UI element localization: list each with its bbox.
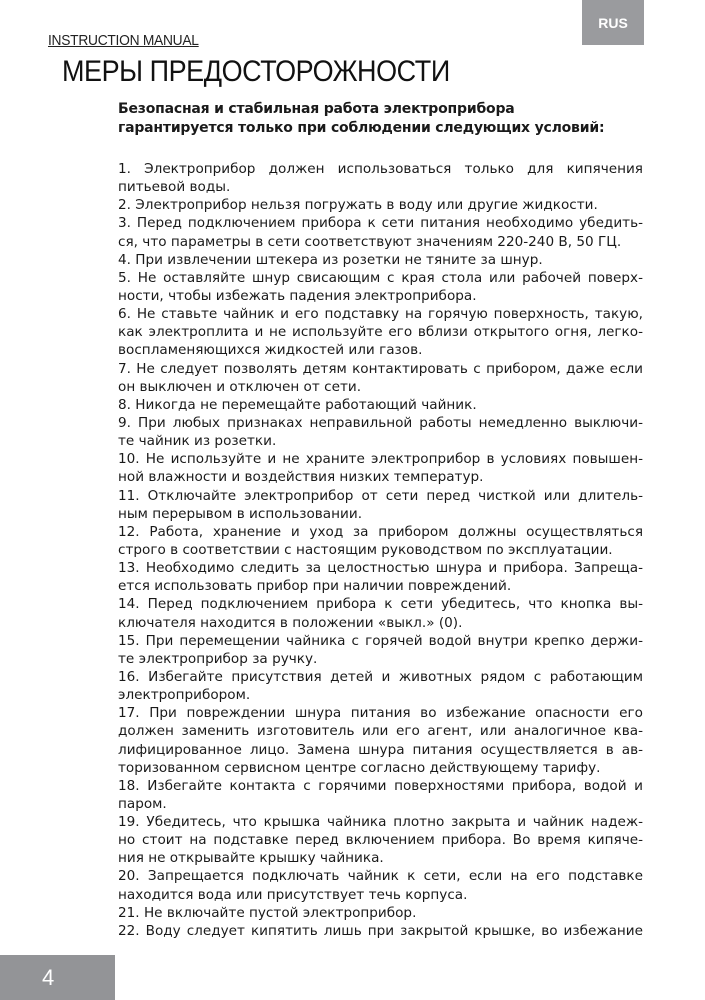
list-line: 2. Электроприбор нельзя погружать в воду или другие жидкости. <box>118 197 598 214</box>
page-title: МЕРЫ ПРЕДОСТОРОЖНОСТИ <box>62 55 450 88</box>
list-line: 3. Перед подключением прибора к сети питания необходимо убедить- <box>118 215 643 232</box>
list-line: 1. Электроприбор должен использоваться только для кипячения <box>118 161 643 177</box>
intro-text <box>118 100 604 138</box>
list-line: воспламеняющихся жидкостей или газов. <box>118 342 423 359</box>
list-line: те чайник из розетки. <box>118 433 277 450</box>
list-line: строго в соответствии с настоящим руководством по эксплуатации. <box>118 541 613 558</box>
list-line: ключателя находится в положении «выкл.» (0). <box>118 614 463 631</box>
list-line: 22. Воду следует кипятить лишь при закрытой крышке, во избежание <box>118 922 643 939</box>
list-line: 17. При повреждении шнура питания во избежание опасности его <box>118 705 643 722</box>
list-line: электроприбором. <box>118 687 251 704</box>
list-line: 10. Не используйте и не храните электроприбор в условиях повышен- <box>118 451 643 468</box>
list-line: 14. Перед подключением прибора к сети убедитесь, что кнопка вы- <box>118 596 643 613</box>
list-line: питьевой воды. <box>118 179 231 196</box>
list-line: ния не открывайте крышку чайника. <box>118 850 384 867</box>
intro-line: гарантируется только при соблюдении следующих условий: <box>118 120 605 136</box>
list-line: 19. Убедитесь, что крышка чайника плотно закрыта и чайник надеж- <box>118 814 643 831</box>
list-line: 16. Избегайте присутствия детей и животных рядом с работающим <box>118 668 643 685</box>
list-line: ся, что параметры в сети соответствуют значениям 220-240 В, 50 ГЦ. <box>118 233 622 250</box>
list-line: 6. Не ставьте чайник и его подставку на горячую поверхность, такую, <box>118 306 643 323</box>
list-line: лифицированное лицо. Замена шнура питания осуществляется в ав- <box>118 741 643 758</box>
list-line: ной влажности и воздействия низких температур. <box>118 469 484 486</box>
list-line: как электроплита и не используйте его вблизи открытого огня, легко- <box>118 324 643 341</box>
list-line: ности, чтобы избежать падения электроприбора. <box>118 287 477 304</box>
list-line: ным перерывом в использовании. <box>118 505 363 522</box>
list-line: он выключен и отключен от сети. <box>118 378 362 395</box>
list-line: торизованном сервисном центре согласно действующему тарифу. <box>118 759 601 776</box>
list-line: паром. <box>118 795 167 812</box>
language-tab: RUS <box>582 0 644 45</box>
intro-line: Безопасная и стабильная работа электроприбора <box>118 101 515 117</box>
list-line: 5. Не оставляйте шнур свисающим с края стола или рабочей поверх- <box>118 269 643 286</box>
list-line: 9. При любых признаках неправильной работы немедленно выключи- <box>118 414 643 431</box>
list-line: 20. Запрещается подключать чайник к сети, если на его подставке <box>118 868 643 885</box>
list-line: 21. Не включайте пустой электроприбор. <box>118 904 417 921</box>
list-line: 12. Работа, хранение и уход за прибором должны осуществляться <box>118 523 643 540</box>
list-line: 4. При извлечении штекера из розетки не тяните за шнур. <box>118 251 543 268</box>
list-line: должен заменить изготовитель или его агент, или аналогичное ква- <box>118 723 643 740</box>
list-line: но стоит на подставке перед включением прибора. Во время кипяче- <box>118 832 643 849</box>
list-line: 18. Избегайте контакта с горячими поверхностями прибора, водой и <box>118 777 643 794</box>
precautions-list <box>118 160 643 940</box>
list-line: 13. Необходимо следить за целостностью шнура и прибора. Запреща- <box>118 560 643 577</box>
page-number: 4 <box>0 955 115 1000</box>
manual-label: INSTRUCTION MANUAL <box>48 32 199 49</box>
list-line: находится вода или присутствует течь корпуса. <box>118 886 468 903</box>
list-line: 11. Отключайте электроприбор от сети перед чисткой или длитель- <box>118 487 643 504</box>
list-line: 8. Никогда не перемещайте работающий чайник. <box>118 396 477 413</box>
list-line: ется использовать прибор при наличии повреждений. <box>118 578 512 595</box>
list-line: 7. Не следует позволять детям контактировать с прибором, даже если <box>118 360 643 377</box>
list-line: те электроприбор за ручку. <box>118 650 318 667</box>
list-line: 15. При перемещении чайника с горячей водой внутри крепко держи- <box>118 632 643 649</box>
